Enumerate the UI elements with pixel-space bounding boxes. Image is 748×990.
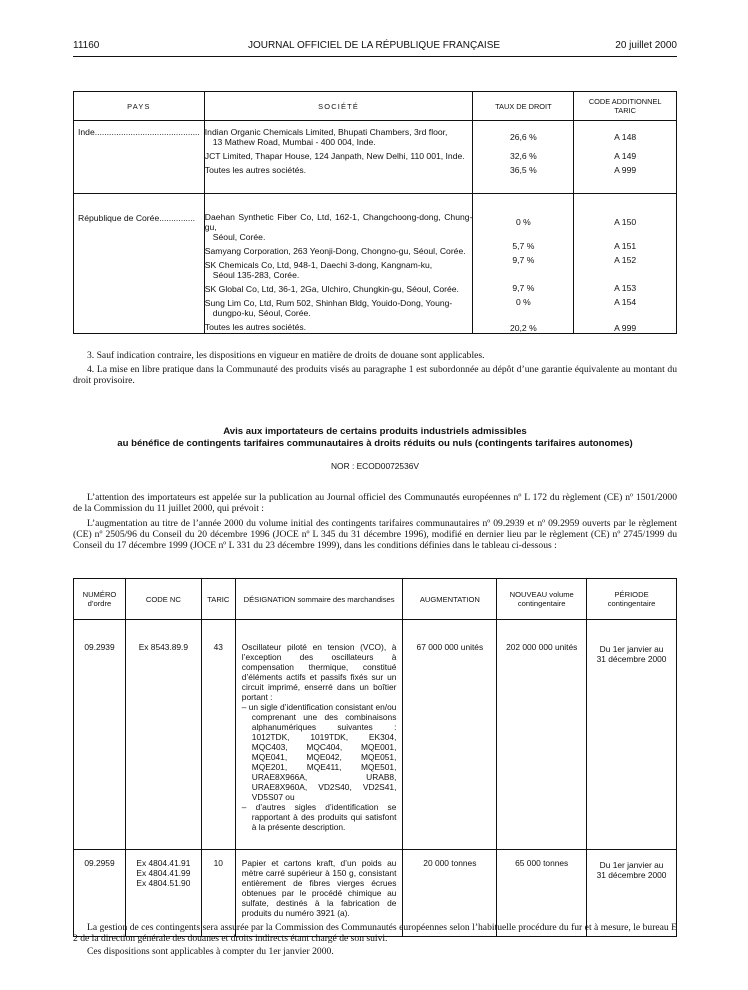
table-row-coree [74,194,677,334]
society-cell: SK Global Co, Ltd, 36-1, 2Ga, Ulchiro, Chungkin-gu, Séoul, Corée. [204,284,459,294]
augmentation-cell: 67 000 000 unités [403,620,497,850]
code-cell: A 150 [614,217,637,227]
nc-code-cell: Ex 8543.89.9 [125,620,201,850]
footer-paragraph-1: La gestion de ces contingents sera assurée par la Commission des Communautés européennes selon l’habituelle procédure du fur et à mesure, le bureau E 2 de la direction générale des douanes et droits indirects étant chargé de son suivi. [73,922,677,944]
rate-cell: 0 % [515,297,531,307]
header-augmentation: AUGMENTATION [403,579,497,620]
nouveau-volume-cell: 202 000 000 unités [497,620,587,850]
header-numero: NUMÉRO d’ordre [74,579,126,620]
header-pays: PAYS [74,92,205,121]
header-code-nc: CODE NC [125,579,201,620]
avis-title-line1: Avis aux importateurs de certains produits industriels admissibles [223,426,527,437]
designation-cell: Papier et cartons kraft, d’un poids au mètre carré supérieur à 150 g, consistant entièrement de fibres vierges écrues obtenues par le procédé chimique au sulfate, destinés à la fabrication de produits du numéro 3921 (a). [235,850,403,937]
code-cell: A 999 [614,165,637,175]
designation-dash-1: – un sigle d’identification consistant en/ou comprenant une des combinaisons alphanumériques suivantes : 1012TDK, 1019TDK, EK304, MQC403, MQC404, MQE001, MQE041, MQE042, MQE051, MQE201, MQE411, MQE501, URAE8X966A, URAB8, URAE8X960A, VD2S40, VD2S41, VD5S07 ou [241,702,397,802]
designation-cell [235,620,403,850]
code-cell: A 152 [614,255,637,265]
code-cell: A 148 [614,132,637,142]
avis-title-line2: au bénéfice de contingents tarifaires communautaires à droits réduits ou nuls (contingents tarifaires autonomes) [117,438,633,449]
code-cell: A 154 [614,297,637,307]
page-number: 11160 [73,40,100,51]
periode-cell: Du 1er janvier au 31 décembre 2000 [587,620,677,850]
order-number-cell: 09.2959 [74,850,126,937]
duty-rates-table [73,91,677,334]
society-cell: Sung Lim Co, Ltd, Rum 502, Shinhan Bldg, Youido-Dong, Young- dungpo-ku, Séoul, Corée. [204,298,453,318]
designation-dash-2: – d’autres sigles d’identification se rapportant à des produits qui satisfont à la présente description. [241,802,397,832]
designation-text: Oscillateur piloté en tension (VCO), à l’exception des oscillateurs à compensation thermique, constitué d’éléments actifs et passifs fixés sur un circuit imprimé, enserré dans un boîtier portant : [241,642,397,702]
augmentation-cell: 20 000 tonnes [403,850,497,937]
society-cell: Toutes les autres sociétés. [204,322,307,332]
paragraph-4: 4. La mise en libre pratique dans la Communauté des produits visés au paragraphe 1 est subordonnée au dépôt d’une garantie équivalente au montant du droit provisoire. [73,364,677,386]
quota-table [73,578,677,937]
issue-date: 20 juillet 2000 [615,40,677,51]
nouveau-volume-cell: 65 000 tonnes [497,850,587,937]
rate-cell: 26,6 % [509,132,537,142]
table-row-inde [74,121,677,194]
header-taric: TARIC [201,579,235,620]
rate-cell: 20,2 % [509,323,537,333]
society-cell: JCT Limited, Thapar House, 124 Janpath, New Delhi, 110 001, Inde. [204,151,465,161]
code-cell: A 153 [614,283,637,293]
rate-cell: 9,7 % [512,283,535,293]
rate-cell: 36,5 % [509,165,537,175]
society-cell: Samyang Corporation, 263 Yeonji-Dong, Chongno-gu, Séoul, Corée. [204,246,466,256]
journal-title: JOURNAL OFFICIEL DE LA RÉPUBLIQUE FRANÇAISE [247,40,501,51]
country-cell: République de Corée............... [78,213,196,223]
header-taux: TAUX DE DROIT [473,92,574,121]
footer-paragraph-2: Ces dispositions sont applicables à compter du 1er janvier 2000. [87,946,334,957]
society-cell: SK Chemicals Co, Ltd, 948-1, Daechi 3-dong, Kangnam-ku, Séoul 135-283, Corée. [204,260,433,280]
rate-cell: 9,7 % [512,255,535,265]
taric-cell: 43 [201,620,235,850]
header-rule [73,56,677,57]
header-taric: CODE ADDITIONNEL TARIC [574,92,677,121]
order-number-cell: 09.2939 [74,620,126,850]
code-cell: A 999 [614,323,637,333]
table-row-092939 [74,620,677,850]
society-cell: Indian Organic Chemicals Limited, Bhupati Chambers, 3rd floor, 13 Mathew Road, Mumbai - 400 004, Inde. [204,127,448,147]
nor-reference: NOR : ECOD0072536V [331,461,419,471]
paragraph-3: 3. Sauf indication contraire, les dispositions en vigueur en matière de droits de douane sont applicables. [87,350,485,361]
avis-paragraph-1: L’attention des importateurs est appelée sur la publication au Journal officiel des Communautés européennes nº L 172 du règlement (CE) nº 1501/2000 de la Commission du 11 juillet 2000, qui prévoit : [73,492,677,514]
avis-paragraph-2: L’augmentation au titre de l’année 2000 du volume initial des contingents tarifaires communautaires nº 09.2939 et nº 09.2959 ouverts par le règlement (CE) nº 2505/96 du Conseil du 20 décembre 1996 (JOCE nº L 345 du 31 décembre 1996), modifié en dernier lieu par le règlement (CE) nº 2745/1999 du Conseil du 17 décembre 1999 (JOCE nº L 331 du 23 décembre 1999), dans les conditions définies dans le tableau ci-dessous : [73,518,677,551]
code-cell: A 151 [614,241,637,251]
periode-cell: Du 1er janvier au 31 décembre 2000 [587,850,677,937]
rate-cell: 5,7 % [512,241,535,251]
header-societe: SOCIÉTÉ [204,92,473,121]
society-cell: Daehan Synthetic Fiber Co, Ltd, 162-1, Changchoong-dong, Chung-gu, Séoul, Corée. [204,212,473,242]
nc-code-cell: Ex 4804.41.91 Ex 4804.41.99 Ex 4804.51.90 [125,850,201,937]
country-cell: Inde............................................ [78,127,200,137]
header-periode: PÉRIODE contingentaire [587,579,677,620]
rate-cell: 0 % [515,217,531,227]
taric-cell: 10 [201,850,235,937]
header-designation: DÉSIGNATION sommaire des marchandises [235,579,403,620]
rate-cell: 32,6 % [509,151,537,161]
header-nouveau: NOUVEAU volume contingentaire [497,579,587,620]
society-cell: Toutes les autres sociétés. [204,165,307,175]
code-cell: A 149 [614,151,637,161]
